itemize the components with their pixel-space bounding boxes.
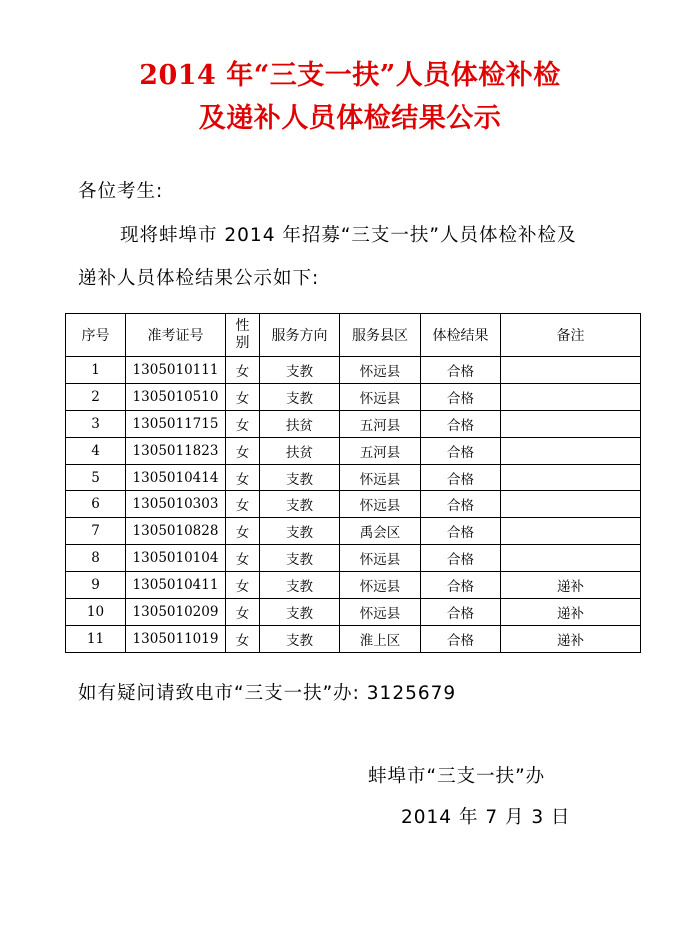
cell-result: 合格 [421, 383, 501, 410]
header-direction: 服务方向 [260, 314, 340, 357]
cell-sex: 女 [226, 383, 260, 410]
cell-exam-no: 1305010510 [126, 383, 226, 410]
cell-result: 合格 [421, 464, 501, 491]
cell-county: 禹会区 [340, 518, 421, 545]
table-row [66, 357, 641, 384]
results-table [65, 313, 641, 653]
cell-exam-no: 1305010303 [126, 491, 226, 518]
cell-exam-no: 1305010414 [126, 464, 226, 491]
cell-result: 合格 [421, 518, 501, 545]
table-row [66, 437, 641, 464]
cell-direction: 扶贫 [260, 437, 340, 464]
cell-index: 4 [66, 437, 126, 464]
header-note: 备注 [501, 314, 641, 357]
cell-sex: 女 [226, 464, 260, 491]
cell-direction: 支教 [260, 383, 340, 410]
cell-sex: 女 [226, 572, 260, 599]
cell-exam-no: 1305011823 [126, 437, 226, 464]
cell-note [501, 464, 641, 491]
cell-result: 合格 [421, 625, 501, 652]
cell-exam-no: 1305010411 [126, 572, 226, 599]
cell-county: 怀远县 [340, 357, 421, 384]
cell-index: 9 [66, 572, 126, 599]
cell-direction: 支教 [260, 545, 340, 572]
cell-county: 五河县 [340, 437, 421, 464]
cell-direction: 支教 [260, 518, 340, 545]
cell-county: 淮上区 [340, 625, 421, 652]
cell-sex: 女 [226, 437, 260, 464]
table-row [66, 599, 641, 626]
cell-result: 合格 [421, 572, 501, 599]
table-header-row [66, 314, 641, 357]
cell-result: 合格 [421, 437, 501, 464]
cell-result: 合格 [421, 545, 501, 572]
cell-direction: 支教 [260, 625, 340, 652]
cell-index: 8 [66, 545, 126, 572]
table-row [66, 491, 641, 518]
intro-text-line-1: 现将蚌埠市 2014 年招募“三支一扶”人员体检补检及 [120, 225, 577, 246]
cell-sex: 女 [226, 518, 260, 545]
cell-exam-no: 1305010828 [126, 518, 226, 545]
cell-result: 合格 [421, 357, 501, 384]
header-county: 服务县区 [340, 314, 421, 357]
cell-sex: 女 [226, 599, 260, 626]
cell-sex: 女 [226, 410, 260, 437]
page-title-line-2: 及递补人员体检结果公示 [198, 103, 502, 134]
cell-sex: 女 [226, 625, 260, 652]
cell-direction: 支教 [260, 572, 340, 599]
cell-note: 递补 [501, 572, 641, 599]
header-sex-bottom: 别 [235, 335, 250, 351]
cell-exam-no: 1305010209 [126, 599, 226, 626]
table-body [66, 357, 641, 653]
cell-index: 11 [66, 625, 126, 652]
cell-exam-no: 1305011019 [126, 625, 226, 652]
table-row [66, 545, 641, 572]
cell-index: 7 [66, 518, 126, 545]
cell-note [501, 357, 641, 384]
cell-direction: 支教 [260, 599, 340, 626]
table-row [66, 410, 641, 437]
header-sex [226, 314, 260, 357]
cell-direction: 支教 [260, 357, 340, 384]
cell-county: 怀远县 [340, 572, 421, 599]
table-row [66, 518, 641, 545]
cell-note [501, 518, 641, 545]
cell-exam-no: 1305010111 [126, 357, 226, 384]
cell-county: 怀远县 [340, 545, 421, 572]
cell-direction: 支教 [260, 491, 340, 518]
cell-note [501, 545, 641, 572]
page-title-line-1: 2014 年“三支一扶”人员体检补检 [139, 60, 561, 91]
cell-index: 1 [66, 357, 126, 384]
cell-note [501, 410, 641, 437]
cell-sex: 女 [226, 357, 260, 384]
cell-direction: 支教 [260, 464, 340, 491]
date-text: 2014 年 7 月 3 日 [401, 807, 571, 828]
intro-text-line-2: 递补人员体检结果公示如下: [78, 268, 320, 289]
cell-county: 怀远县 [340, 599, 421, 626]
table-row [66, 464, 641, 491]
cell-direction: 扶贫 [260, 410, 340, 437]
cell-index: 3 [66, 410, 126, 437]
cell-note: 递补 [501, 599, 641, 626]
cell-exam-no: 1305010104 [126, 545, 226, 572]
cell-index: 2 [66, 383, 126, 410]
cell-note [501, 383, 641, 410]
header-sex-top: 性 [235, 318, 250, 334]
cell-county: 五河县 [340, 410, 421, 437]
cell-result: 合格 [421, 599, 501, 626]
cell-county: 怀远县 [340, 464, 421, 491]
cell-result: 合格 [421, 491, 501, 518]
cell-sex: 女 [226, 491, 260, 518]
cell-county: 怀远县 [340, 491, 421, 518]
greeting-text: 各位考生: [78, 181, 164, 202]
header-exam-no: 准考证号 [126, 314, 226, 357]
header-result: 体检结果 [421, 314, 501, 357]
cell-note [501, 437, 641, 464]
signature-text: 蚌埠市“三支一扶”办 [368, 766, 546, 787]
cell-index: 5 [66, 464, 126, 491]
cell-note: 递补 [501, 625, 641, 652]
header-index: 序号 [66, 314, 126, 357]
table-row [66, 572, 641, 599]
cell-index: 6 [66, 491, 126, 518]
cell-result: 合格 [421, 410, 501, 437]
table-row [66, 625, 641, 652]
contact-text: 如有疑问请致电市“三支一扶”办: 3125679 [78, 683, 457, 704]
table-row [66, 383, 641, 410]
cell-index: 10 [66, 599, 126, 626]
cell-exam-no: 1305011715 [126, 410, 226, 437]
cell-sex: 女 [226, 545, 260, 572]
cell-county: 怀远县 [340, 383, 421, 410]
cell-note [501, 491, 641, 518]
